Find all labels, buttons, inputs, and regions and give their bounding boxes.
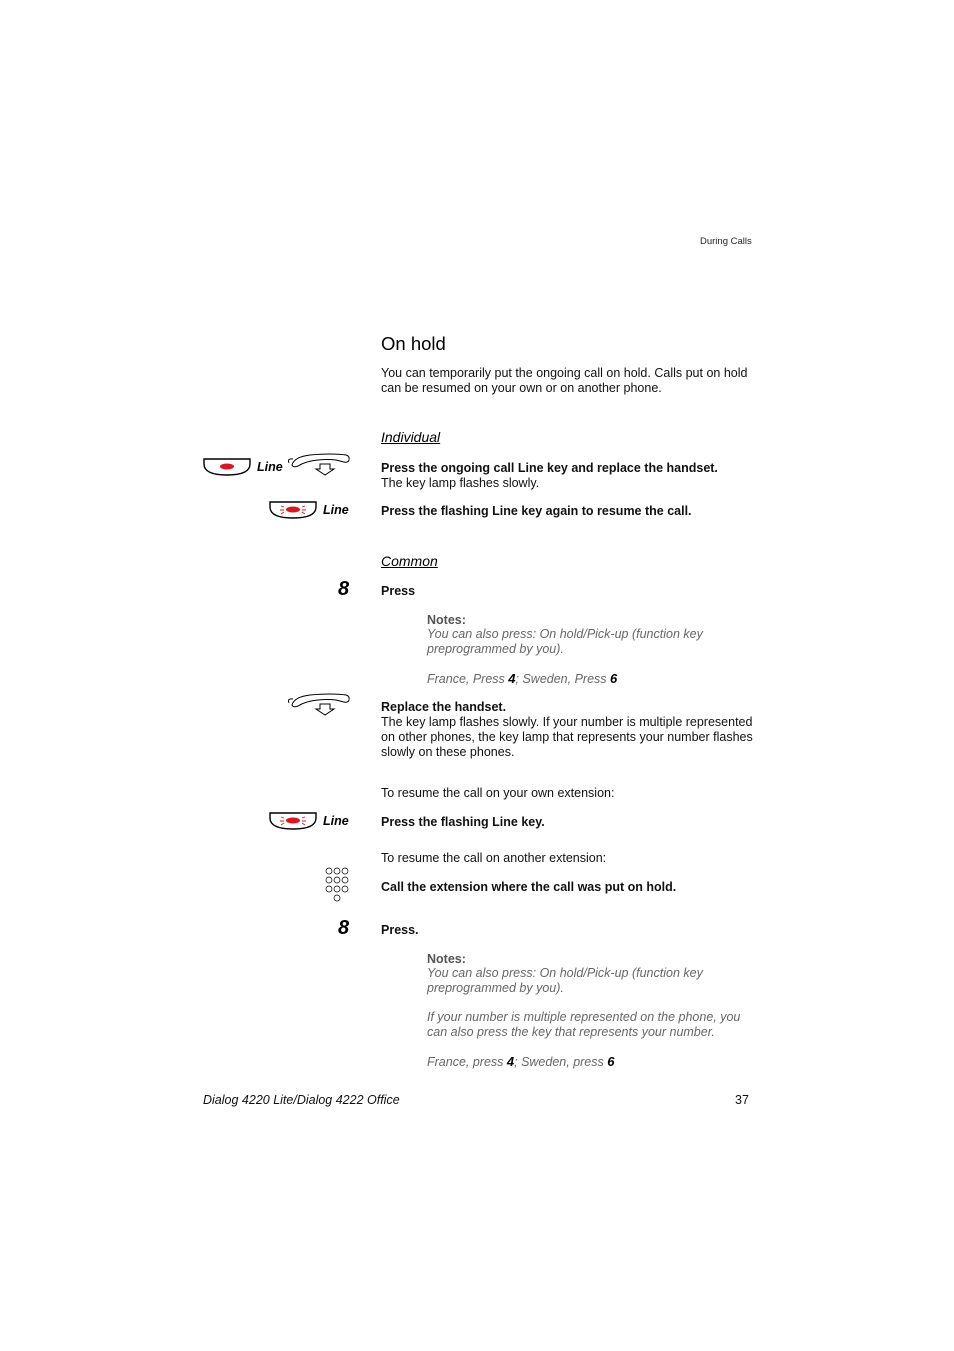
individual-step1: [381, 461, 718, 491]
country-mid: ; Sweden, Press: [515, 672, 611, 686]
digit-8-key: 8: [338, 917, 350, 939]
line-key-flashing-icon: [269, 811, 317, 831]
common-step1: Press: [381, 584, 416, 598]
common-heading: Common: [381, 553, 438, 569]
note-line: You can also press: On hold/Pick-up (function key: [427, 627, 703, 641]
notes-title: Notes:: [427, 952, 466, 966]
replace-handset-icon: [288, 451, 352, 477]
instruction-detail: on other phones, the key lamp that represents your number flashes: [381, 730, 753, 744]
individual-heading: Individual: [381, 429, 441, 445]
instruction-detail: The key lamp flashes slowly.: [381, 476, 540, 490]
note-line: If your number is multiple represented on the phone, you: [427, 1010, 741, 1024]
notes-block: [427, 952, 740, 1070]
country-prefix: France, Press: [427, 672, 509, 686]
resume-other-text: To resume the call on another extension:: [381, 851, 607, 865]
footer-product: Dialog 4220 Lite/Dialog 4222 Office: [203, 1093, 400, 1107]
note-line: preprogrammed by you).: [427, 981, 564, 995]
line-key-icon: [203, 457, 251, 477]
country-digit: 6: [607, 1054, 615, 1069]
intro-text: [381, 366, 747, 396]
notes-title: Notes:: [427, 613, 466, 627]
note-line: preprogrammed by you).: [427, 642, 564, 656]
instruction: Replace the handset.: [381, 700, 507, 714]
notes-block: [427, 613, 703, 687]
intro-line: can be resumed on your own or on another phone.: [381, 381, 662, 395]
common-step5: Press.: [381, 923, 419, 937]
resume-own-text: To resume the call on your own extension:: [381, 786, 615, 800]
page-number: 37: [735, 1093, 749, 1107]
individual-step2: Press the flashing Line key again to resume the call.: [381, 504, 692, 518]
intro-line: You can temporarily put the ongoing call on hold. Calls put on hold: [381, 366, 748, 380]
country-prefix: France, press: [427, 1055, 507, 1069]
common-step4: Call the extension where the call was put on hold.: [381, 880, 677, 894]
note-line: can also press the key that represents your number.: [427, 1025, 715, 1039]
country-digit: 4: [508, 671, 516, 686]
note-line: You can also press: On hold/Pick-up (function key: [427, 966, 703, 980]
instruction: Press the ongoing call Line key and replace the handset.: [381, 461, 718, 475]
common-step3: Press the flashing Line key.: [381, 815, 545, 829]
replace-handset-icon: [288, 691, 352, 717]
note-country: [427, 1054, 740, 1070]
note-country: [427, 671, 703, 687]
keypad-icon: [325, 867, 351, 903]
line-key-label: Line: [257, 460, 283, 474]
digit-8-key: 8: [338, 578, 350, 600]
line-key-flashing-icon: [269, 500, 317, 520]
line-key-label: Line: [323, 503, 349, 517]
section-header: During Calls: [700, 236, 752, 247]
country-mid: ; Sweden, press: [514, 1055, 608, 1069]
page-title: On hold: [381, 333, 446, 354]
instruction-detail: slowly on these phones.: [381, 745, 515, 759]
common-step2: [381, 700, 753, 760]
instruction-detail: The key lamp flashes slowly. If your number is multiple represented: [381, 715, 753, 729]
line-key-label: Line: [323, 814, 349, 828]
country-digit: 6: [610, 671, 618, 686]
country-digit: 4: [506, 1054, 515, 1069]
